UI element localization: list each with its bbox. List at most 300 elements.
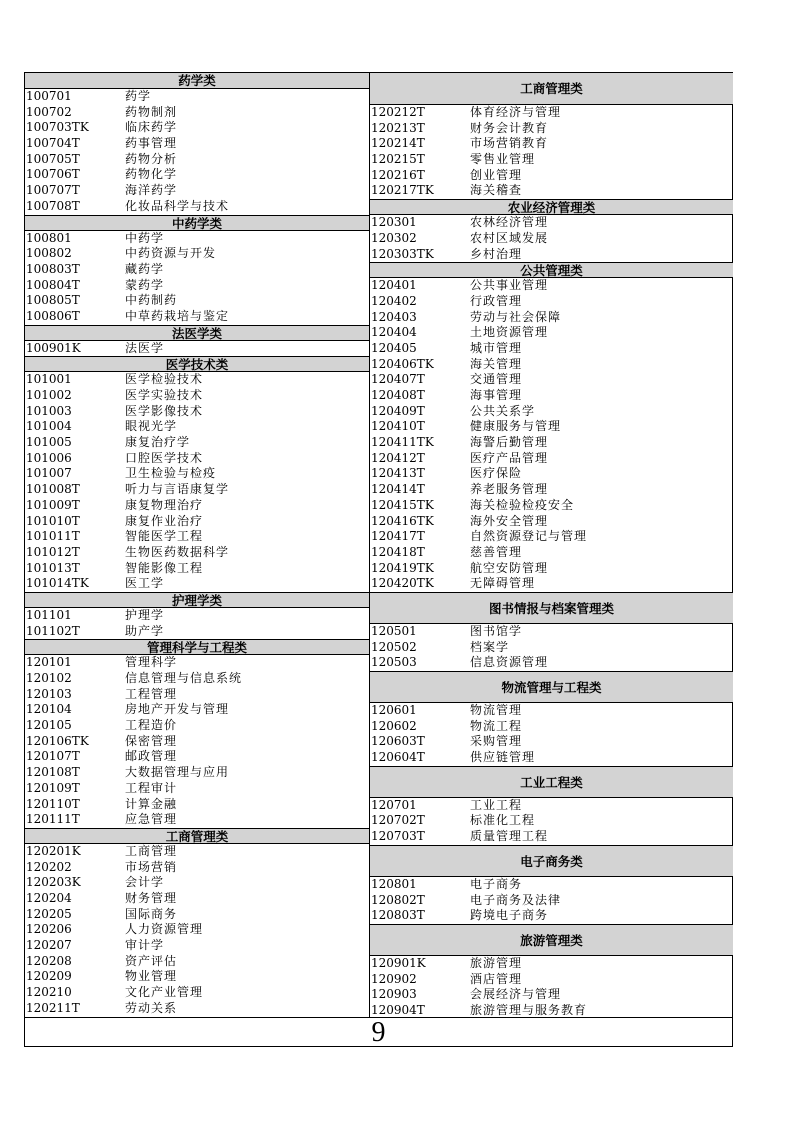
- major-row: [25, 797, 369, 813]
- major-code: 120102: [26, 671, 72, 685]
- major-name: 土地资源管理: [470, 325, 549, 340]
- major-row: [25, 781, 369, 797]
- major-name: 无障碍管理: [470, 576, 536, 591]
- major-name: 智能影像工程: [125, 560, 204, 575]
- major-code: 120903: [371, 987, 417, 1002]
- major-name: 医疗产品管理: [470, 450, 549, 465]
- major-code: 120414T: [371, 482, 425, 497]
- major-code: 100801: [26, 230, 72, 245]
- major-code: 120211T: [26, 1000, 80, 1015]
- major-name: 助产学: [125, 623, 165, 638]
- major-row: [25, 655, 369, 671]
- major-code: 120206: [26, 922, 72, 937]
- major-row: [25, 812, 369, 828]
- major-row: [25, 498, 369, 514]
- major-row: [25, 765, 369, 781]
- category-header: 物流管理与工程类: [370, 671, 733, 703]
- major-name: 药物分析: [125, 151, 178, 166]
- major-code: 120204: [26, 890, 72, 905]
- major-code: 120412T: [371, 450, 425, 465]
- major-row: [370, 372, 733, 388]
- major-code: 120104: [26, 702, 72, 717]
- major-row: [25, 875, 369, 891]
- category-header: 电子商务类: [370, 845, 733, 877]
- major-code: 100702: [26, 104, 72, 119]
- major-name: 医学影像技术: [125, 403, 204, 418]
- category-header: 管理科学与工程类: [25, 639, 369, 655]
- major-name: 卫生检验与检疫: [125, 466, 217, 481]
- major-code: 120601: [371, 703, 417, 717]
- major-code: 120217TK: [371, 183, 434, 198]
- major-name: 会展经济与管理: [470, 987, 562, 1002]
- category-header: 中药学类: [25, 215, 369, 231]
- major-name: 法医学: [125, 340, 165, 355]
- major-name: 智能医学工程: [125, 529, 204, 544]
- major-code: 101102T: [26, 623, 80, 638]
- major-name: 口腔医学技术: [125, 450, 204, 465]
- major-row: [370, 168, 733, 184]
- major-row: [25, 136, 369, 152]
- major-row: [25, 907, 369, 923]
- major-row: [25, 954, 369, 970]
- major-name: 国际商务: [125, 906, 178, 921]
- major-name: 物流工程: [470, 718, 523, 733]
- major-code: 120411TK: [371, 435, 434, 450]
- major-name: 工商管理: [125, 843, 178, 858]
- major-name: 慈善管理: [470, 544, 523, 559]
- major-code: 120209: [26, 969, 72, 984]
- major-code: 120106TK: [26, 733, 89, 748]
- major-name: 海外安全管理: [470, 513, 549, 528]
- major-code: 101001: [26, 372, 72, 387]
- major-row: [370, 105, 733, 121]
- major-code: 120201K: [26, 843, 81, 858]
- category-header: 护理学类: [25, 592, 369, 608]
- major-code: 120503: [371, 655, 417, 670]
- major-name: 工程审计: [125, 780, 178, 795]
- major-name: 中药资源与开发: [125, 246, 217, 261]
- major-name: 市场营销: [125, 859, 178, 874]
- major-row: [25, 183, 369, 199]
- major-name: 酒店管理: [470, 971, 523, 986]
- major-row: [25, 89, 369, 105]
- major-code: 100901K: [26, 340, 81, 355]
- major-code: 120303TK: [371, 246, 434, 261]
- major-name: 管理科学: [125, 655, 178, 670]
- major-name: 文化产业管理: [125, 985, 204, 1000]
- major-row: [370, 734, 733, 750]
- major-code: 120110T: [26, 796, 80, 811]
- major-row: [370, 325, 733, 341]
- major-name: 资产评估: [125, 953, 178, 968]
- major-row: [370, 404, 733, 420]
- major-row: [370, 908, 733, 924]
- major-code: 120410T: [371, 419, 425, 434]
- major-name: 旅游管理: [470, 955, 523, 970]
- major-name: 电子商务: [470, 876, 523, 891]
- major-code: 120904T: [371, 1002, 425, 1017]
- major-row: [25, 734, 369, 750]
- major-row: [25, 529, 369, 545]
- major-row: [25, 624, 369, 640]
- major-row: [370, 576, 733, 592]
- major-name: 邮政管理: [125, 749, 178, 764]
- major-row: [370, 231, 733, 247]
- major-code: 120702T: [371, 813, 425, 828]
- major-row: [370, 561, 733, 577]
- major-code: 100803T: [26, 261, 80, 276]
- major-name: 听力与言语康复学: [125, 482, 230, 497]
- major-row: [370, 388, 733, 404]
- major-row: [25, 388, 369, 404]
- major-name: 档案学: [470, 639, 510, 654]
- major-code: 120415TK: [371, 497, 434, 512]
- major-code: 101010T: [26, 513, 80, 528]
- major-name: 自然资源登记与管理: [470, 529, 588, 544]
- major-name: 医学检验技术: [125, 372, 204, 387]
- major-code: 100701: [26, 89, 72, 103]
- major-name: 创业管理: [470, 167, 523, 182]
- major-code: 120801: [371, 876, 417, 891]
- major-code: 101011T: [26, 529, 80, 544]
- category-header: 农业经济管理类: [370, 199, 733, 215]
- major-code: 120703T: [371, 829, 425, 844]
- major-row: [370, 987, 733, 1003]
- major-name: 人力资源管理: [125, 922, 204, 937]
- major-code: 120803T: [371, 908, 425, 923]
- major-row: [370, 294, 733, 310]
- major-code: 120108T: [26, 765, 80, 780]
- major-name: 海事管理: [470, 388, 523, 402]
- major-code: 120408T: [371, 388, 425, 402]
- major-name: 计算金融: [125, 796, 178, 811]
- major-name: 大数据管理与应用: [125, 765, 230, 780]
- major-name: 医疗保险: [470, 466, 523, 481]
- major-row: [370, 813, 733, 829]
- major-code: 120701: [371, 797, 417, 812]
- major-name: 工程造价: [125, 718, 178, 733]
- major-row: [370, 152, 733, 168]
- major-code: 120213T: [371, 120, 425, 135]
- major-code: 120404: [371, 325, 417, 340]
- major-code: 120105: [26, 718, 72, 733]
- major-name: 审计学: [125, 938, 165, 952]
- major-row: [25, 718, 369, 734]
- major-name: 市场营销教育: [470, 136, 549, 151]
- major-row: [370, 247, 733, 263]
- major-code: 100704T: [26, 136, 80, 151]
- major-code: 120103: [26, 686, 72, 701]
- category-header: 工商管理类: [25, 828, 369, 844]
- major-row: [370, 655, 733, 671]
- major-code: 120417T: [371, 529, 425, 544]
- major-code: 100806T: [26, 308, 80, 323]
- major-code: 100804T: [26, 277, 80, 292]
- major-row: [25, 167, 369, 183]
- major-code: 120107T: [26, 749, 80, 764]
- major-name: 海洋药学: [125, 183, 178, 198]
- major-name: 图书馆学: [470, 623, 523, 638]
- major-name: 零售业管理: [470, 152, 536, 167]
- right-column: [369, 73, 733, 1017]
- major-row: [370, 877, 733, 893]
- major-name: 交通管理: [470, 372, 523, 387]
- major-row: [25, 687, 369, 703]
- major-row: [370, 215, 733, 231]
- major-name: 医学实验技术: [125, 388, 204, 402]
- major-code: 101101: [26, 607, 72, 622]
- major-row: [370, 829, 733, 845]
- major-name: 体育经济与管理: [470, 105, 562, 119]
- major-name: 财务会计教育: [470, 120, 549, 135]
- major-name: 采购管理: [470, 734, 523, 749]
- major-row: [25, 608, 369, 624]
- major-name: 医工学: [125, 576, 165, 591]
- major-name: 公共关系学: [470, 403, 536, 418]
- major-row: [370, 514, 733, 530]
- major-name: 生物医药数据科学: [125, 544, 230, 559]
- major-row: [25, 372, 369, 388]
- major-row: [370, 972, 733, 988]
- major-code: 101014TK: [26, 576, 89, 591]
- major-code: 120407T: [371, 372, 425, 387]
- major-code: 120604T: [371, 750, 425, 765]
- major-code: 120416TK: [371, 513, 434, 528]
- major-row: [25, 922, 369, 938]
- major-row: [25, 561, 369, 577]
- major-name: 乡村治理: [470, 246, 523, 261]
- major-name: 海警后勤管理: [470, 435, 549, 450]
- major-code: 100802: [26, 246, 72, 261]
- major-code: 100708T: [26, 198, 80, 213]
- major-code: 120202: [26, 859, 72, 874]
- major-code: 120401: [371, 278, 417, 293]
- major-row: [370, 750, 733, 766]
- major-name: 养老服务管理: [470, 482, 549, 497]
- category-header: 药学类: [25, 73, 369, 89]
- major-row: [25, 293, 369, 309]
- category-header: 工商管理类: [370, 73, 733, 105]
- major-row: [25, 702, 369, 718]
- major-row: [370, 482, 733, 498]
- major-code: 100707T: [26, 183, 80, 198]
- major-row: [370, 798, 733, 814]
- major-row: [25, 246, 369, 262]
- major-row: [25, 1001, 369, 1017]
- major-name: 中草药栽培与鉴定: [125, 308, 230, 323]
- major-row: [370, 529, 733, 545]
- major-row: [25, 262, 369, 278]
- category-header: 公共管理类: [370, 262, 733, 278]
- category-header: 旅游管理类: [370, 924, 733, 956]
- major-row: [370, 419, 733, 435]
- major-name: 护理学: [125, 607, 165, 622]
- major-row: [370, 451, 733, 467]
- major-code: 101002: [26, 388, 72, 402]
- major-row: [25, 969, 369, 985]
- major-code: 120409T: [371, 403, 425, 418]
- major-code: 120406TK: [371, 356, 434, 371]
- major-row: [25, 466, 369, 482]
- major-name: 劳动关系: [125, 1000, 178, 1015]
- major-name: 旅游管理与服务教育: [470, 1002, 588, 1017]
- major-code: 120301: [371, 215, 417, 230]
- major-row: [370, 357, 733, 373]
- major-code: 120111T: [26, 812, 80, 827]
- major-name: 行政管理: [470, 293, 523, 308]
- major-code: 101005: [26, 435, 72, 450]
- major-code: 101007: [26, 466, 72, 481]
- page-number: 9: [25, 1017, 732, 1048]
- major-name: 公共事业管理: [470, 278, 549, 293]
- major-code: 120405: [371, 340, 417, 355]
- major-row: [370, 466, 733, 482]
- major-code: 120602: [371, 718, 417, 733]
- major-code: 120215T: [371, 152, 425, 167]
- major-name: 城市管理: [470, 340, 523, 355]
- major-name: 物业管理: [125, 969, 178, 984]
- major-name: 农村区域发展: [470, 230, 549, 245]
- major-name: 应急管理: [125, 812, 178, 827]
- major-code: 101008T: [26, 482, 80, 497]
- major-row: [25, 404, 369, 420]
- major-row: [370, 719, 733, 735]
- major-row: [370, 640, 733, 656]
- major-row: [25, 514, 369, 530]
- major-code: 120603T: [371, 734, 425, 749]
- major-name: 供应链管理: [470, 750, 536, 765]
- major-name: 康复物理治疗: [125, 497, 204, 512]
- major-code: 120101: [26, 655, 72, 670]
- major-name: 工程管理: [125, 686, 178, 701]
- major-code: 120302: [371, 230, 417, 245]
- major-row: [370, 136, 733, 152]
- major-row: [370, 121, 733, 137]
- major-name: 工业工程: [470, 797, 523, 812]
- major-name: 劳动与社会保障: [470, 309, 562, 324]
- major-code: 120205: [26, 906, 72, 921]
- major-name: 电子商务及法律: [470, 892, 562, 907]
- category-header: 医学技术类: [25, 356, 369, 372]
- major-name: 蒙药学: [125, 277, 165, 292]
- major-code: 101012T: [26, 544, 80, 559]
- major-row: [25, 749, 369, 765]
- major-code: 101009T: [26, 497, 80, 512]
- major-name: 康复治疗学: [125, 435, 191, 450]
- major-row: [25, 341, 369, 357]
- major-row: [370, 624, 733, 640]
- major-row: [25, 435, 369, 451]
- major-code: 120216T: [371, 167, 425, 182]
- major-row: [25, 545, 369, 561]
- major-code: 120207: [26, 938, 72, 952]
- major-name: 标准化工程: [470, 813, 536, 828]
- left-column: [25, 73, 369, 1016]
- major-code: 100805T: [26, 293, 80, 308]
- major-name: 房地产开发与管理: [125, 702, 230, 717]
- major-row: [25, 860, 369, 876]
- major-row: [370, 278, 733, 294]
- major-code: 120901K: [371, 955, 426, 970]
- category-header: 工业工程类: [370, 766, 733, 798]
- major-row: [25, 120, 369, 136]
- major-row: [25, 482, 369, 498]
- major-name: 会计学: [125, 875, 165, 890]
- major-name: 农林经济管理: [470, 215, 549, 230]
- major-row: [25, 278, 369, 294]
- major-code: 120420TK: [371, 576, 434, 591]
- major-name: 药事管理: [125, 136, 178, 151]
- major-row: [25, 891, 369, 907]
- major-row: [25, 152, 369, 168]
- major-name: 保密管理: [125, 733, 178, 748]
- major-name: 药物制剂: [125, 104, 178, 119]
- major-row: [25, 309, 369, 325]
- major-name: 财务管理: [125, 890, 178, 905]
- major-code: 120214T: [371, 136, 425, 151]
- major-name: 中药学: [125, 230, 165, 245]
- major-row: [370, 310, 733, 326]
- major-code: 120109T: [26, 780, 80, 795]
- major-code: 100705T: [26, 151, 80, 166]
- major-name: 药学: [125, 89, 152, 103]
- major-name: 质量管理工程: [470, 829, 549, 844]
- major-row: [370, 498, 733, 514]
- major-name: 化妆品科学与技术: [125, 198, 230, 213]
- major-name: 海关管理: [470, 356, 523, 371]
- major-code: 120802T: [371, 892, 425, 907]
- major-row: [25, 576, 369, 592]
- major-name: 物流管理: [470, 703, 523, 717]
- major-code: 100703TK: [26, 120, 89, 135]
- major-row: [370, 341, 733, 357]
- major-row: [370, 435, 733, 451]
- major-name: 信息管理与信息系统: [125, 671, 243, 685]
- major-code: 120403: [371, 309, 417, 324]
- category-header: 图书情报与档案管理类: [370, 592, 733, 624]
- major-name: 临床药学: [125, 120, 178, 135]
- major-name: 康复作业治疗: [125, 513, 204, 528]
- major-row: [25, 671, 369, 687]
- major-name: 信息资源管理: [470, 655, 549, 670]
- major-row: [370, 703, 733, 719]
- major-code: 101013T: [26, 560, 80, 575]
- major-name: 眼视光学: [125, 419, 178, 434]
- major-row: [25, 844, 369, 860]
- major-name: 中药制药: [125, 293, 178, 308]
- major-code: 120212T: [371, 105, 425, 119]
- major-code: 101006: [26, 450, 72, 465]
- major-code: 101004: [26, 419, 72, 434]
- major-name: 藏药学: [125, 261, 165, 276]
- major-row: [370, 893, 733, 909]
- major-row: [25, 938, 369, 954]
- major-name: 海关检验检疫安全: [470, 497, 575, 512]
- major-code: 100706T: [26, 167, 80, 182]
- major-name: 跨境电子商务: [470, 908, 549, 923]
- major-name: 海关稽查: [470, 183, 523, 198]
- major-code: 120208: [26, 953, 72, 968]
- major-name: 航空安防管理: [470, 560, 549, 575]
- major-row: [25, 105, 369, 121]
- major-row: [25, 985, 369, 1001]
- major-code: 120413T: [371, 466, 425, 481]
- major-row: [370, 545, 733, 561]
- major-row: [25, 199, 369, 215]
- major-code: 120402: [371, 293, 417, 308]
- category-header: 法医学类: [25, 325, 369, 341]
- major-name: 健康服务与管理: [470, 419, 562, 434]
